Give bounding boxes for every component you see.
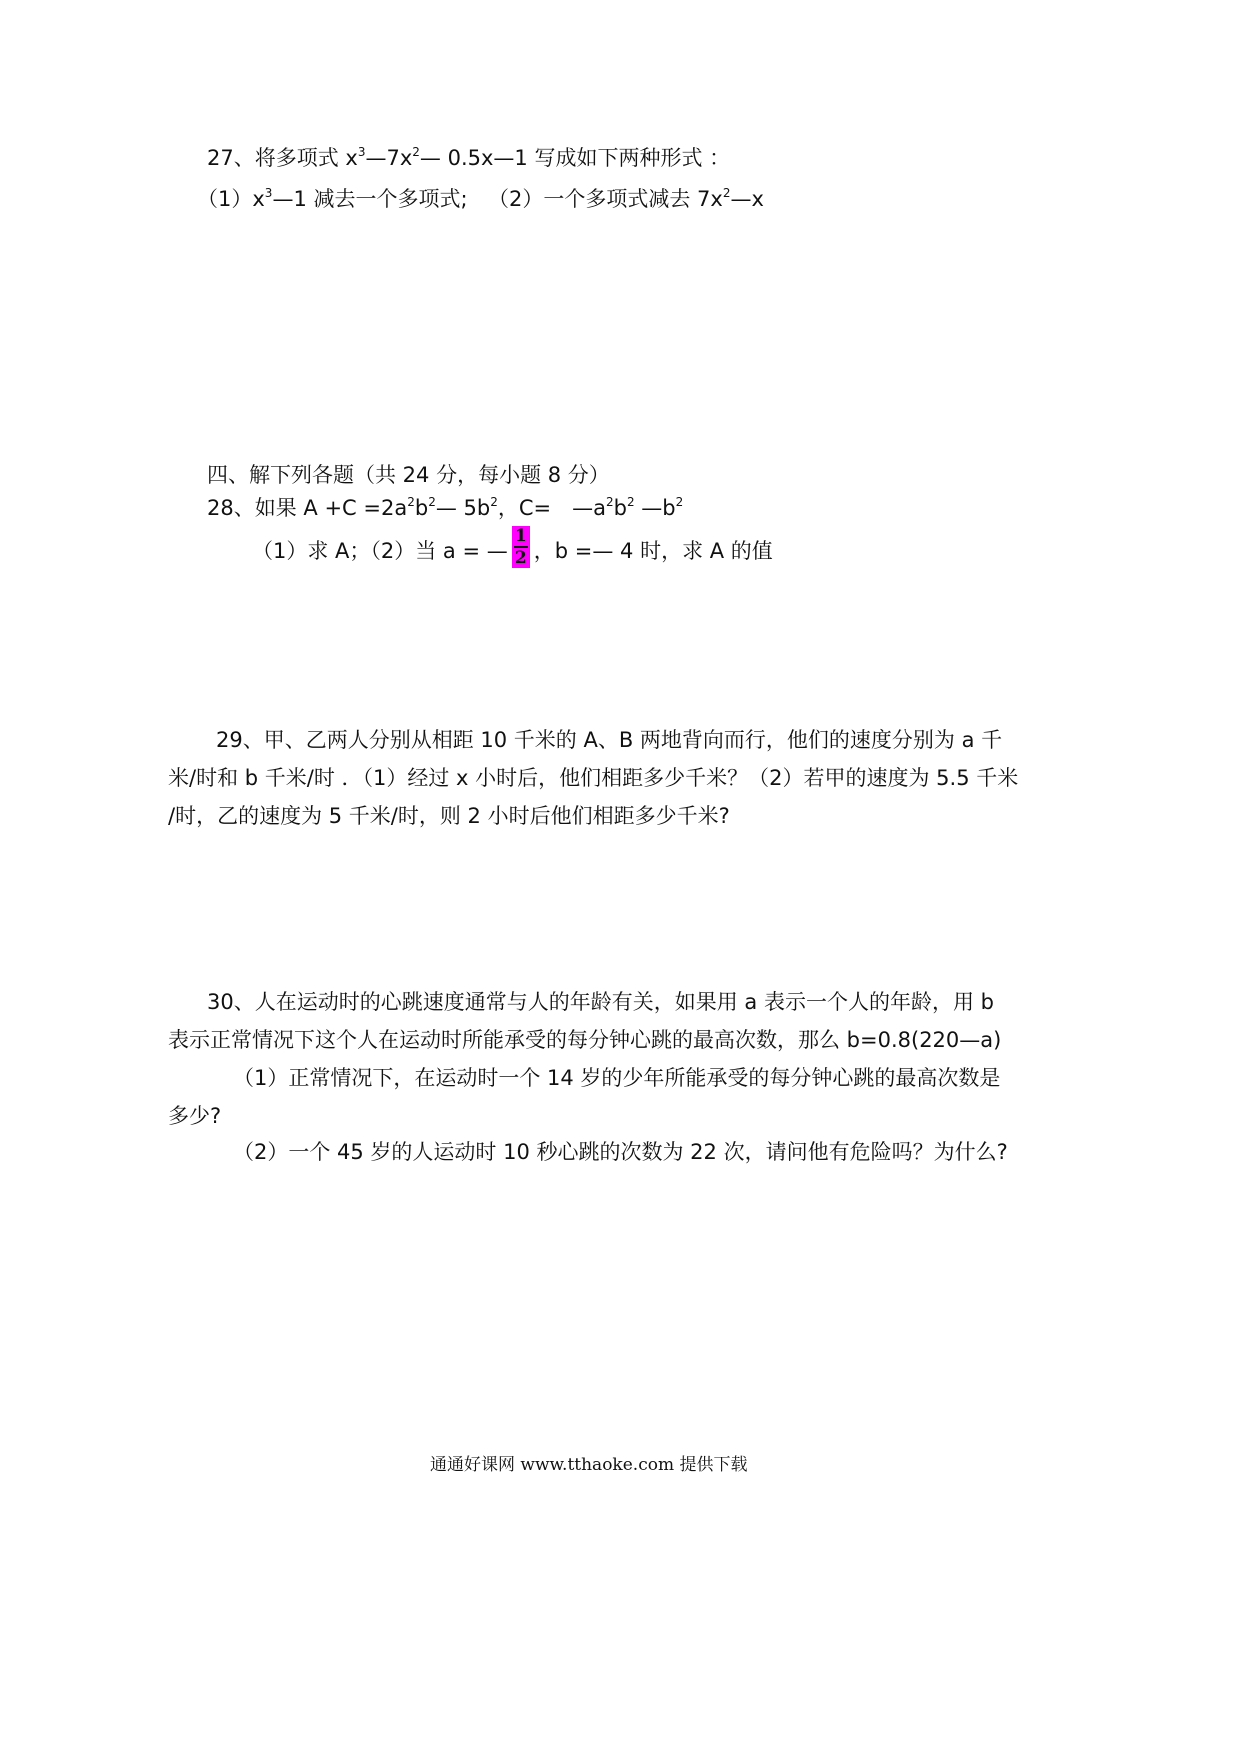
q28-part-5: b: [613, 496, 627, 520]
q28-statement: [207, 495, 684, 520]
q28-subparts: [252, 526, 773, 568]
highlighted-fraction: [512, 526, 530, 568]
q28-exp-1: 2: [407, 495, 415, 509]
q27-poly-a: x: [338, 146, 358, 170]
q30-line-5: （2）一个 45 岁的人运动时 10 秒心跳的次数为 22 次，请问他有危险吗？为什么?: [233, 1140, 1008, 1164]
q30-line-2: 表示正常情况下这个人在运动时所能承受的每分钟心跳的最高次数，那么 b=0.8(220—a): [168, 1028, 1002, 1052]
q27-sub1-b: —1 减去一个多项式;: [272, 187, 468, 211]
q28-part-6: —b: [634, 496, 676, 520]
section-heading: 四、解下列各题（共 24 分，每小题 8 分）: [207, 463, 610, 487]
q27-subpart-1: [197, 186, 468, 211]
fraction-denominator: 2: [514, 548, 527, 568]
q28-exp-4: 2: [605, 495, 614, 509]
q30-line-4: 多少?: [168, 1104, 222, 1128]
q27-exp-3: 3: [357, 145, 366, 159]
q27-exp-2: 2: [412, 145, 420, 159]
q27-poly-b: —7x: [365, 146, 413, 170]
q28-exp-2: 2: [428, 495, 436, 509]
q28-part-4: ，C= —a: [497, 496, 606, 520]
q29-line-2: 米/时和 b 千米/时 ．（1）经过 x 小时后，他们相距多少千米？（2）若甲的速度为 5.5 千米: [168, 766, 1019, 790]
q28-sub-b: ，b =— 4 时，求 A 的值: [533, 539, 773, 563]
q27-statement: [207, 145, 731, 170]
q29-line-1: 29、甲、乙两人分别从相距 10 千米的 A、B 两地背向而行，他们的速度分别为 a 千: [216, 728, 1003, 752]
q28-sub-a: （1）求 A；（2）当 a = —: [252, 539, 508, 563]
q27-sub1-a: （1）x: [197, 187, 265, 211]
q30-line-1: 30、人在运动时的心跳速度通常与人的年龄有关，如果用 a 表示一个人的年龄，用 b: [207, 990, 994, 1014]
q27-sub1-exp: 3: [264, 186, 273, 200]
q28-part-1: 28、如果 A +C =2a: [207, 496, 408, 520]
q28-part-3: — 5b: [435, 496, 491, 520]
footer-text: 通通好课网 www.tthaoke.com 提供下载: [430, 1455, 748, 1475]
q27-subpart-2: [488, 186, 764, 211]
q30-line-3: （1）正常情况下，在运动时一个 14 岁的少年所能承受的每分钟心跳的最高次数是: [233, 1066, 1001, 1090]
q27-sub2-exp: 2: [722, 186, 731, 200]
q29-line-3: /时，乙的速度为 5 千米/时，则 2 小时后他们相距多少千米?: [168, 804, 730, 828]
q27-poly-c: — 0.5x—1 写成如下两种形式 ：: [419, 146, 731, 170]
q27-intro: 27、将多项式: [207, 146, 339, 170]
q28-exp-3: 2: [490, 495, 498, 509]
q28-exp-6: 2: [675, 495, 684, 509]
fraction-numerator: 1: [514, 526, 527, 546]
q27-sub2-a: （2）一个多项式减去 7x: [488, 187, 723, 211]
q27-sub2-b: —x: [730, 187, 764, 211]
q28-exp-5: 2: [626, 495, 635, 509]
q28-part-2: b: [414, 496, 429, 520]
